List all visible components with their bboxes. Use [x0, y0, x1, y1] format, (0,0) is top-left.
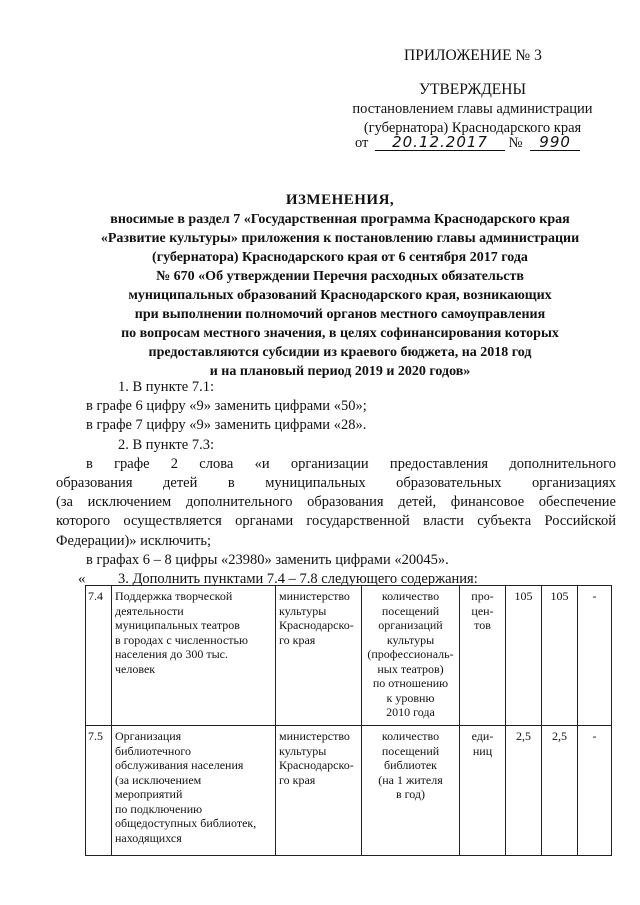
row-value-1: 105 [506, 586, 542, 726]
row-unit: еди- ниц [460, 726, 506, 856]
table-row [86, 726, 612, 856]
heading-line: и на плановый период 2019 и 2020 годов» [209, 364, 471, 379]
item-2-a-line-5: Федерации)» исключить; [56, 532, 211, 549]
approval-block [345, 80, 600, 138]
row-ministry: министерство культуры Краснодарско- го края [276, 586, 362, 726]
heading-line: вносимые в раздел 7 «Государственная программа Краснодарского края [110, 212, 570, 227]
row-indicator: количество посещений организаций культуры (профессиональ- ных театров) по отношению к уровню 2010 года [362, 586, 460, 726]
row-name: Организация библиотечного обслуживания населения (за исключением мероприятий по подключению общедоступных библиотек, находящихся [112, 726, 276, 856]
document-heading [60, 191, 620, 381]
item-3: 3. Дополнить пунктами 7.4 – 7.8 следующего содержания: [118, 571, 478, 588]
date-number-line [355, 135, 580, 152]
handwritten-number: 990 [530, 135, 580, 151]
from-label: от [355, 135, 369, 151]
table-row [86, 586, 612, 726]
row-name: Поддержка творческой деятельности муниципальных театров в городах с численностью населения до 300 тыс. человек [112, 586, 276, 726]
row-unit: про- цен- тов [460, 586, 506, 726]
row-number: 7.5 [86, 726, 112, 856]
heading-line: по вопросам местного значения, в целях софинансирования которых [121, 326, 559, 341]
approved-by-line-2: (губернатора) Краснодарского края [363, 120, 582, 136]
heading-line: муниципальных образований Краснодарского края, возникающих [128, 288, 552, 303]
heading-line: при выполнении полномочий органов местного самоуправления [134, 307, 546, 322]
heading-line: «Развитие культуры» приложения к постановлению главы администрации [100, 231, 580, 246]
item-2-a-line-3: (за исключением дополнительного образования детей, финансовое обеспечение [56, 494, 616, 511]
row-value-3: - [578, 586, 612, 726]
item-2-a-line-1: в графе 2 слова «и организации предоставления дополнительного [86, 455, 616, 472]
item-2-a-line-2: образования детей в муниципальных образовательных организациях [56, 475, 616, 492]
item-2: 2. В пункте 7.3: [118, 436, 214, 453]
row-value-2: 105 [542, 586, 578, 726]
opening-quote: « [78, 571, 86, 587]
row-number: 7.4 [86, 586, 112, 726]
approved-by-line-1: постановлением главы администрации [352, 101, 593, 117]
document-body [56, 378, 616, 589]
changes-table [85, 585, 612, 856]
number-label: № [508, 135, 523, 151]
item-1-b: в графе 7 цифру «9» заменить цифрами «28». [86, 417, 367, 434]
item-1: 1. В пункте 7.1: [118, 379, 214, 395]
item-2-a-line-4: которого осуществляется органами государственной власти субъекта Российской [56, 513, 616, 530]
row-indicator: количество посещений библиотек (на 1 жителя в год) [362, 726, 460, 856]
item-2-b: в графах 6 – 8 цифры «23980» заменить цифрами «20045». [86, 551, 449, 568]
row-value-1: 2,5 [506, 726, 542, 856]
row-value-2: 2,5 [542, 726, 578, 856]
approved-heading: УТВЕРЖДЕНЫ [419, 81, 526, 98]
item-1-a: в графе 6 цифру «9» заменить цифрами «50»; [86, 398, 367, 415]
handwritten-date: 20.12.2017 [375, 135, 505, 151]
appendix-label: ПРИЛОЖЕНИЕ № 3 [404, 47, 542, 64]
heading-title: ИЗМЕНЕНИЯ, [285, 192, 395, 208]
row-ministry: министерство культуры Краснодарско- го края [276, 726, 362, 856]
heading-line: № 670 «Об утверждении Перечня расходных обязательств [156, 269, 524, 284]
row-value-3: - [578, 726, 612, 856]
heading-line: предоставляются субсидии из краевого бюджета, на 2018 год [148, 345, 532, 360]
heading-line: (губернатора) Краснодарского края от 6 сентября 2017 года [152, 250, 528, 265]
